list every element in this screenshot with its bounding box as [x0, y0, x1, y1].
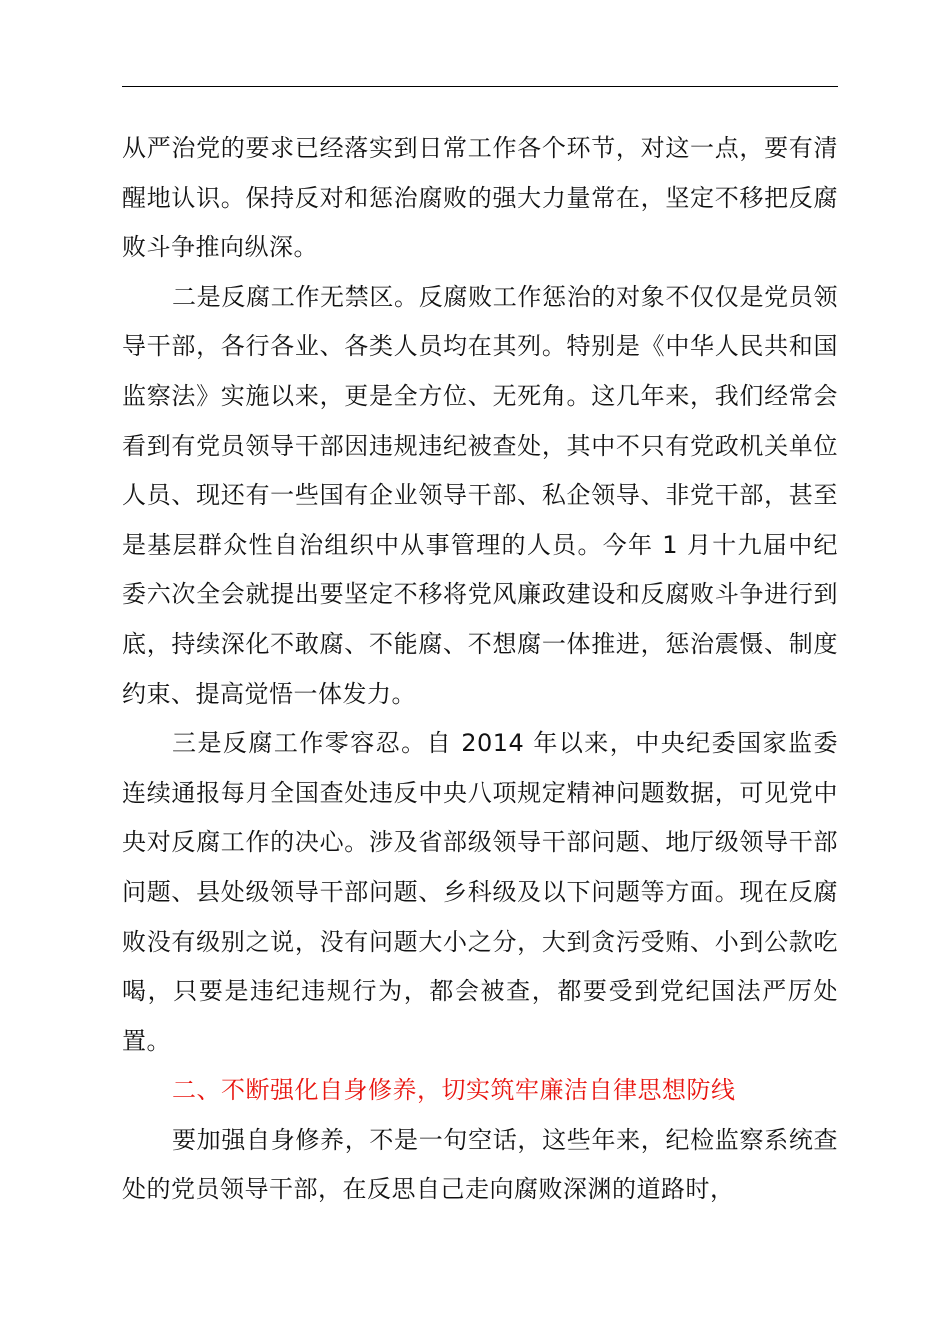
header-rule	[122, 86, 838, 87]
paragraph-section-intro: 要加强自身修养，不是一句空话，这些年来，纪检监察系统查处的党员领导干部，在反思自己走向腐败深渊的道路时，	[122, 1125, 838, 1204]
paragraph-continuation: 从严治党的要求已经落实到日常工作各个环节，对这一点，要有清醒地认识。保持反对和惩治腐败的强大力量常在，坚定不移把反腐败斗争推向纵深。	[122, 134, 838, 262]
paragraph-point-two: 二是反腐工作无禁区。反腐败工作惩治的对象不仅仅是党员领导干部，各行各业、各类人员均在其列。特别是《中华人民共和国监察法》实施以来，更是全方位、无死角。这几年来，我们经常会看到有党员领导干部因违规违纪被查处，其中不只有党政机关单位人员、现还有一些国有企业领导干部、私企领导、非党干部，甚至是基层群众性自治组织中从事管理的人员。今年 1 月十九届中纪委六次全会就提出要坚定不移将党风廉政建设和反腐败斗争进行到底，持续深化不敢腐、不能腐、不想腐一体推进，惩治震慑、制度约束、提高觉悟一体发力。	[122, 282, 838, 708]
document-body	[122, 124, 838, 1215]
paragraph-point-three: 三是反腐工作零容忍。自 2014 年以来，中央纪委国家监委连续通报每月全国查处违反中央八项规定精神问题数据，可见党中央对反腐工作的决心。涉及省部级领导干部问题、地厅级领导干部问题、县处级领导干部问题、乡科级及以下问题等方面。现在反腐败没有级别之说，没有问题大小之分，大到贪污受贿、小到公款吃喝，只要是违纪违规行为，都会被查，都要受到党纪国法严厉处置。	[122, 729, 838, 1055]
section-heading: 二、不断强化自身修养，切实筑牢廉洁自律思想防线	[172, 1076, 736, 1105]
